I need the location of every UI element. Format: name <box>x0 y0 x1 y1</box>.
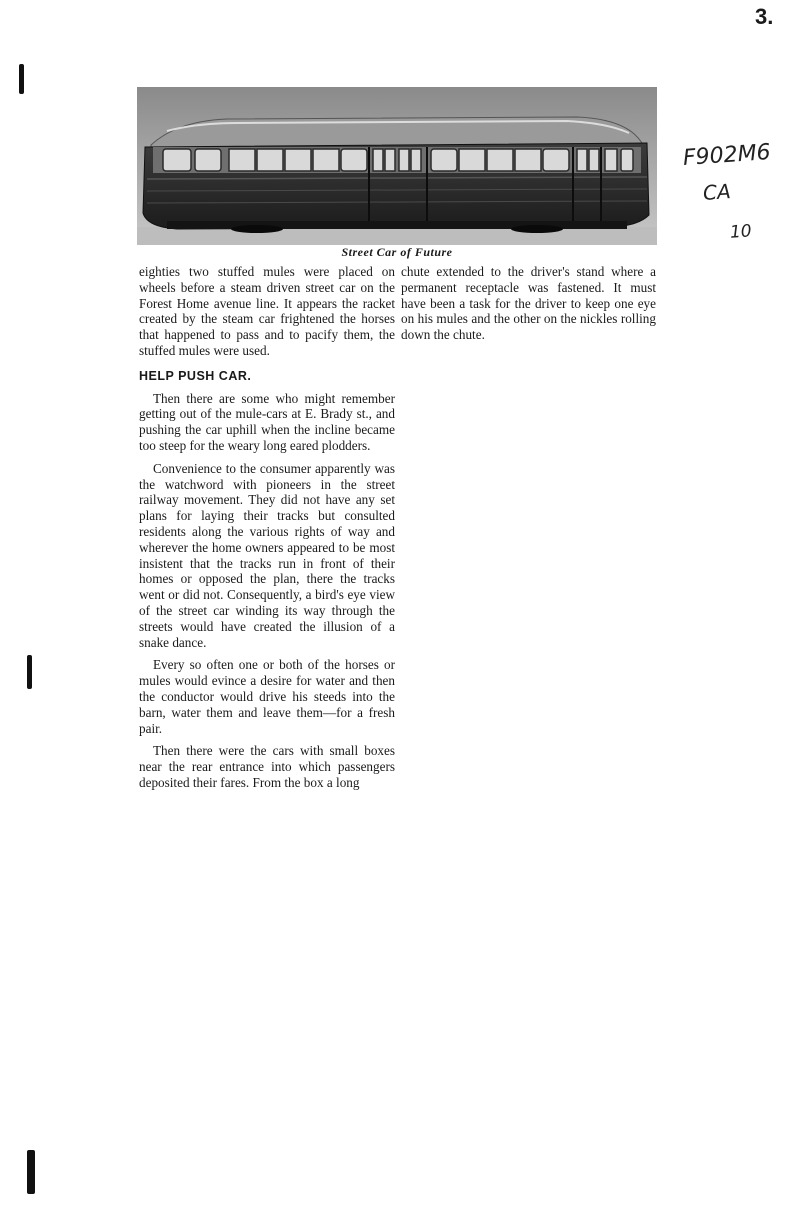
handwritten-note-1: F902M6 <box>682 139 772 172</box>
article-paragraph: eighties two stuffed mules were placed on wheels before a steam driven street car on the Forest Home avenue line. It appears the racket created by the steam car frightened the horses that happened to pass and to pacify them, the stuffed mules were used. <box>139 264 395 358</box>
article-paragraph: Then there were the cars with small boxes near the rear entrance into which passengers deposited their fares. From the box a long <box>139 743 395 790</box>
margin-mark-bottom <box>27 1150 35 1194</box>
margin-mark-middle <box>27 655 32 689</box>
handwritten-note-3: 10 <box>729 221 753 243</box>
streetcar-photo <box>137 87 657 245</box>
article-subheading: HELP PUSH CAR. <box>139 368 252 383</box>
article-paragraph: chute extended to the driver's stand where a permanent receptacle was fastened. It must have been a task for the driver to keep one eye on his mules and the other on the nickles rolling down the chute. <box>401 264 656 343</box>
article-right-column <box>401 264 656 350</box>
article-left-column <box>139 264 395 798</box>
handwritten-note-2: CA <box>702 179 732 205</box>
photo-caption: Street Car of Future <box>341 245 453 259</box>
margin-mark-top <box>19 64 24 94</box>
page-number: 3. <box>755 4 774 29</box>
article-paragraph: Convenience to the consumer apparently was the watchword with pioneers in the street railway movement. They did not have any set plans for laying their tracks but consulted residents along the various rights of way and wherever the home owners appeared to be most insistent that the tracks run in front of their homes or opposed the plan, there the tracks went or did not. Consequently, a bird's eye view of the street car winding its way through the streets would have created the illusion of a snake dance. <box>139 460 395 650</box>
article-paragraph: Every so often one or both of the horses or mules would evince a desire for water and then the conductor would drive his steeds into the barn, water them and leave them—for a fresh pair. <box>139 657 395 736</box>
article-paragraph: Then there are some who might remember getting out of the mule-cars at E. Brady st., and pushing the car uphill when the incline became too steep for the weary long eared plodders. <box>139 390 395 453</box>
